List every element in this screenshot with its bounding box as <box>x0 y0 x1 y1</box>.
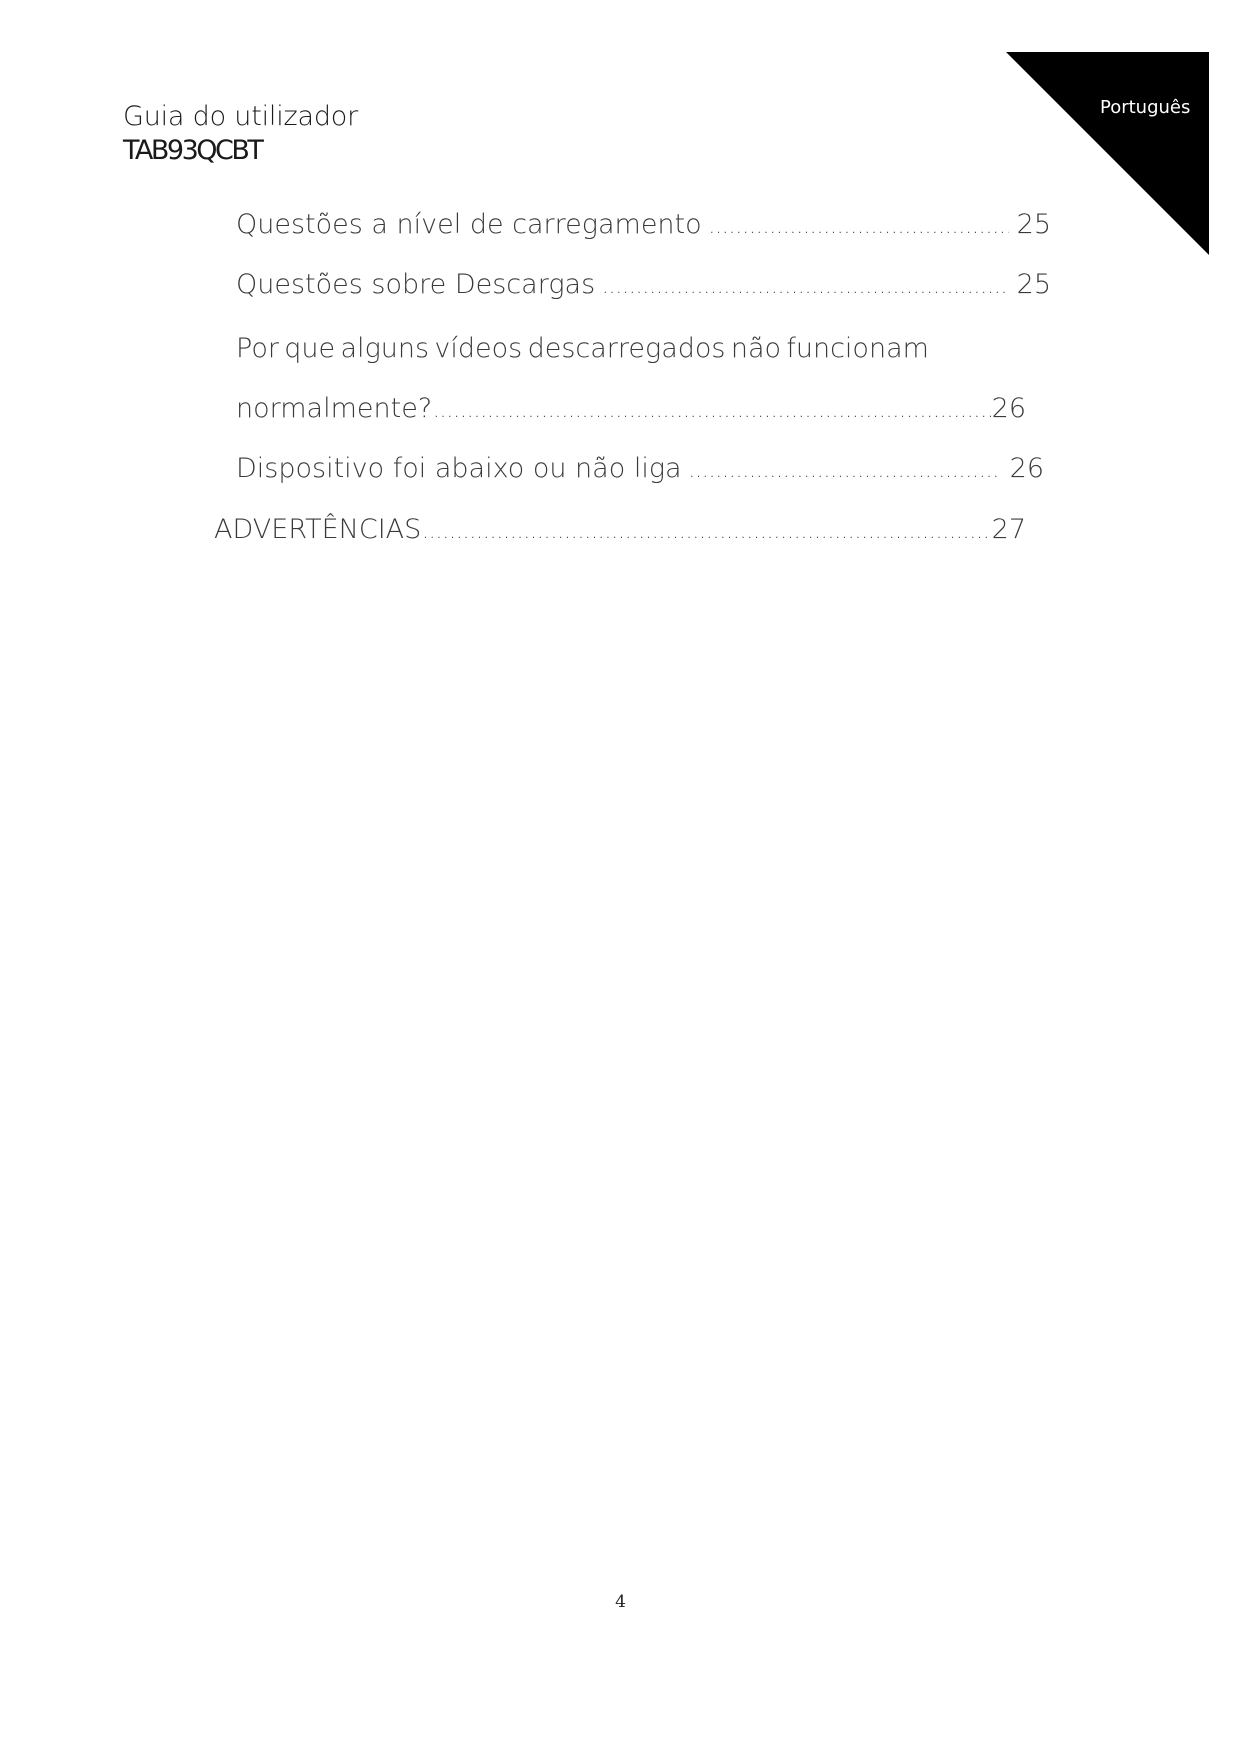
toc-entry-text: normalmente? <box>236 393 433 424</box>
toc-entry-text: Questões sobre Descargas <box>236 269 596 300</box>
toc-leader-dots <box>422 511 990 550</box>
model-number: TAB93QCBT <box>123 135 262 166</box>
toc-word: funcionam <box>786 333 929 364</box>
page-number: 4 <box>615 1592 626 1612</box>
toc-word: não <box>730 333 782 364</box>
guide-title: Guia do utilizador <box>123 101 358 132</box>
toc-page-number: 26 <box>1009 453 1044 484</box>
toc-page-number: 27 <box>991 514 1026 545</box>
toc-leader-dots <box>433 390 990 429</box>
toc-page-number: 25 <box>1016 209 1051 240</box>
toc-entry-device-off[interactable] <box>236 449 1044 489</box>
toc-page-number: 25 <box>1016 269 1051 300</box>
toc-leader-dots <box>689 450 1002 489</box>
toc-entry-charging[interactable] <box>236 205 1051 245</box>
toc-entry-videos-line2[interactable] <box>236 389 1026 429</box>
toc-leader-dots <box>602 266 1009 305</box>
language-label: Português <box>1100 97 1191 118</box>
toc-word: vídeos <box>434 333 523 364</box>
toc-entry-warnings[interactable] <box>214 510 1026 550</box>
toc-entry-text: ADVERTÊNCIAS <box>214 514 422 545</box>
toc-entry-text: Dispositivo foi abaixo ou não liga <box>236 453 682 484</box>
toc-entry-videos-line1[interactable] <box>236 329 929 369</box>
toc-word: descarregados <box>527 333 726 364</box>
toc-entry-text: Questões a nível de carregamento <box>236 209 702 240</box>
toc-entry-downloads[interactable] <box>236 265 1051 305</box>
toc-word: que <box>284 333 336 364</box>
toc-leader-dots <box>709 206 1009 245</box>
toc-word: alguns <box>340 333 430 364</box>
toc-page-number: 26 <box>991 393 1026 424</box>
toc-word: Por <box>236 333 279 364</box>
